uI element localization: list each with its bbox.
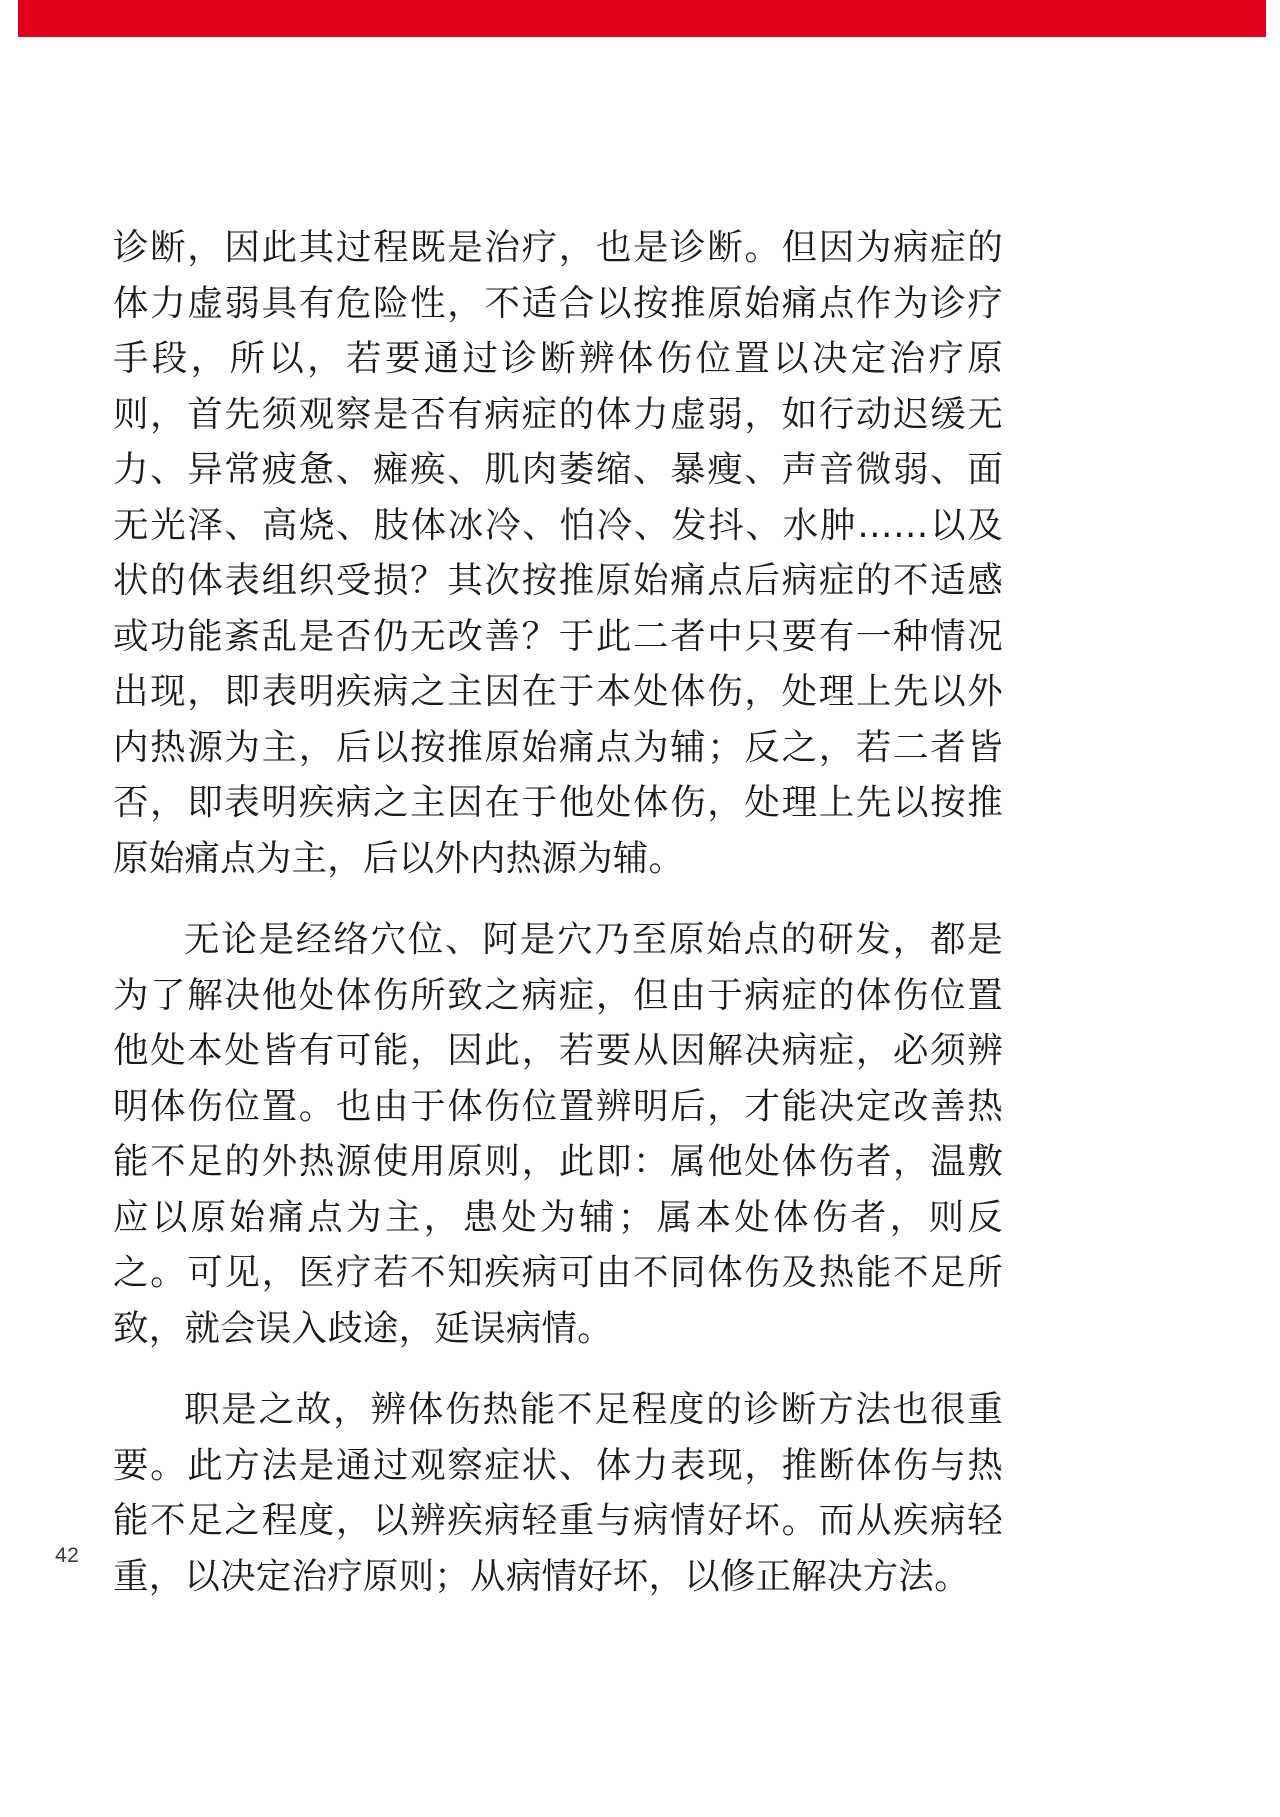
body-text-column <box>113 220 1003 1604</box>
page-number: 42 <box>55 1544 80 1567</box>
top-accent-band <box>0 0 1280 37</box>
page-canvas <box>0 37 1280 1817</box>
top-band-left-gutter <box>0 0 18 37</box>
body-paragraph-1: 诊断，因此其过程既是治疗，也是诊断。但因为病症的体力虚弱具有危险性，不适合以按推原始痛点作为诊疗手段，所以，若要通过诊断辨体伤位置以决定治疗原则，首先须观察是否有病症的体力虚弱，如行动迟缓无力、异常疲惫、瘫痪、肌肉萎缩、暴瘦、声音微弱、面无光泽、高烧、肢体冰冷、怕冷、发抖、水肿……以及状的体表组织受损？其次按推原始痛点后病症的不适感或功能紊乱是否仍无改善？于此二者中只要有一种情况出现，即表明疾病之主因在于本处体伤，处理上先以外内热源为主，后以按推原始痛点为辅；反之，若二者皆否，即表明疾病之主因在于他处体伤，处理上先以按推原始痛点为主，后以外内热源为辅。 <box>113 227 1003 879</box>
body-paragraph-2: 无论是经络穴位、阿是穴乃至原始点的研发，都是为了解决他处体伤所致之病症，但由于病症的体伤位置他处本处皆有可能，因此，若要从因解决病症，必须辨明体伤位置。也由于体伤位置辨明后，才能决定改善热能不足的外热源使用原则，此即：属他处体伤者，温敷应以原始痛点为主，患处为辅；属本处体伤者，则反之。可见，医疗若不知疾病可由不同体伤及热能不足所致，就会误入歧途，延误病情。 <box>113 919 1003 1349</box>
top-band-right-gutter <box>1266 0 1280 37</box>
body-paragraph-3: 职是之故，辨体伤热能不足程度的诊断方法也很重要。此方法是通过观察症状、体力表现，推断体伤与热能不足之程度，以辨疾病轻重与病情好坏。而从疾病轻重，以决定治疗原则；从病情好坏，以修正解决方法。 <box>113 1389 1003 1597</box>
